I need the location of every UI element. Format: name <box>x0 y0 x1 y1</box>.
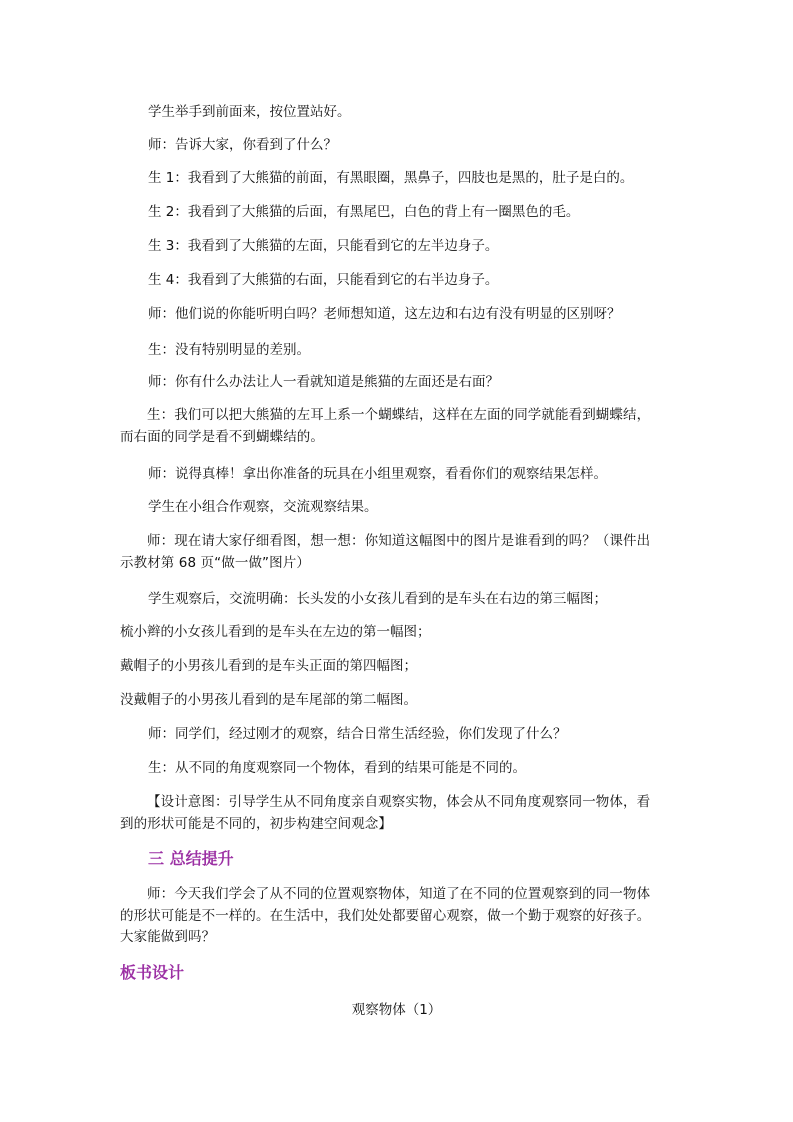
summary-paragraph: 师：今天我们学会了从不同的位置观察物体，知道了在不同的位置观察到的同一物体的形状可能是不一样的。在生活中，我们处处都要留心观察，做一个勤于观察的好孩子。大家能做到吗？ <box>120 886 651 945</box>
board-design-heading: 板书设计 <box>120 963 185 982</box>
paragraph: 生 3：我看到了大熊猫的左面，只能看到它的左半边身子。 <box>148 238 499 254</box>
paragraph: 师：告诉大家，你看到了什么？ <box>148 137 337 153</box>
paragraph: 生：没有特别明显的差别。 <box>148 342 310 358</box>
paragraph: 学生在小组合作观察，交流观察结果。 <box>148 499 378 515</box>
paragraph: 学生举手到前面来，按位置站好。 <box>148 104 351 120</box>
paragraph: 师：他们说的你能听明白吗？老师想知道，这左边和右边有没有明显的区别呀？ <box>148 306 621 322</box>
paragraph: 师：现在请大家仔细看图，想一想：你知道这幅图中的图片是谁看到的吗？（课件出示教材第 68 页“做一做”图片） <box>120 533 651 571</box>
paragraph: 生 2：我看到了大熊猫的后面，有黑尾巴，白色的背上有一圈黑色的毛。 <box>148 204 580 220</box>
paragraph: 生：从不同的角度观察同一个物体，看到的结果可能是不同的。 <box>148 760 526 776</box>
paragraph: 师：同学们，经过刚才的观察，结合日常生活经验，你们发现了什么？ <box>148 726 567 742</box>
board-title: 观察物体（1） <box>351 1002 442 1018</box>
paragraph: 戴帽子的小男孩儿看到的是车头正面的第四幅图； <box>120 658 417 674</box>
paragraph: 生 1：我看到了大熊猫的前面，有黑眼圈，黑鼻子，四肢也是黑的，肚子是白的。 <box>148 170 634 186</box>
paragraph: 生 4：我看到了大熊猫的右面，只能看到它的右半边身子。 <box>148 272 499 288</box>
paragraph: 没戴帽子的小男孩儿看到的是车尾部的第二幅图。 <box>120 692 417 708</box>
paragraph: 师：你有什么办法让人一看就知道是熊猫的左面还是右面？ <box>148 374 499 390</box>
paragraph: 学生观察后，交流明确：长头发的小女孩儿看到的是车头在右边的第三幅图； <box>148 591 607 607</box>
design-intent-note: 【设计意图：引导学生从不同角度亲自观察实物，体会从不同角度观察同一物体，看到的形状可能是不同的，初步构建空间观念】 <box>120 794 651 832</box>
paragraph: 梳小辫的小女孩儿看到的是车头在左边的第一幅图； <box>120 624 431 640</box>
paragraph: 师：说得真棒！拿出你准备的玩具在小组里观察，看看你们的观察结果怎样。 <box>148 466 607 482</box>
paragraph: 生：我们可以把大熊猫的左耳上系一个蝴蝶结，这样在左面的同学就能看到蝴蝶结，而右面的同学是看不到蝴蝶结的。 <box>120 407 651 445</box>
section-heading: 三 总结提升 <box>148 849 234 868</box>
